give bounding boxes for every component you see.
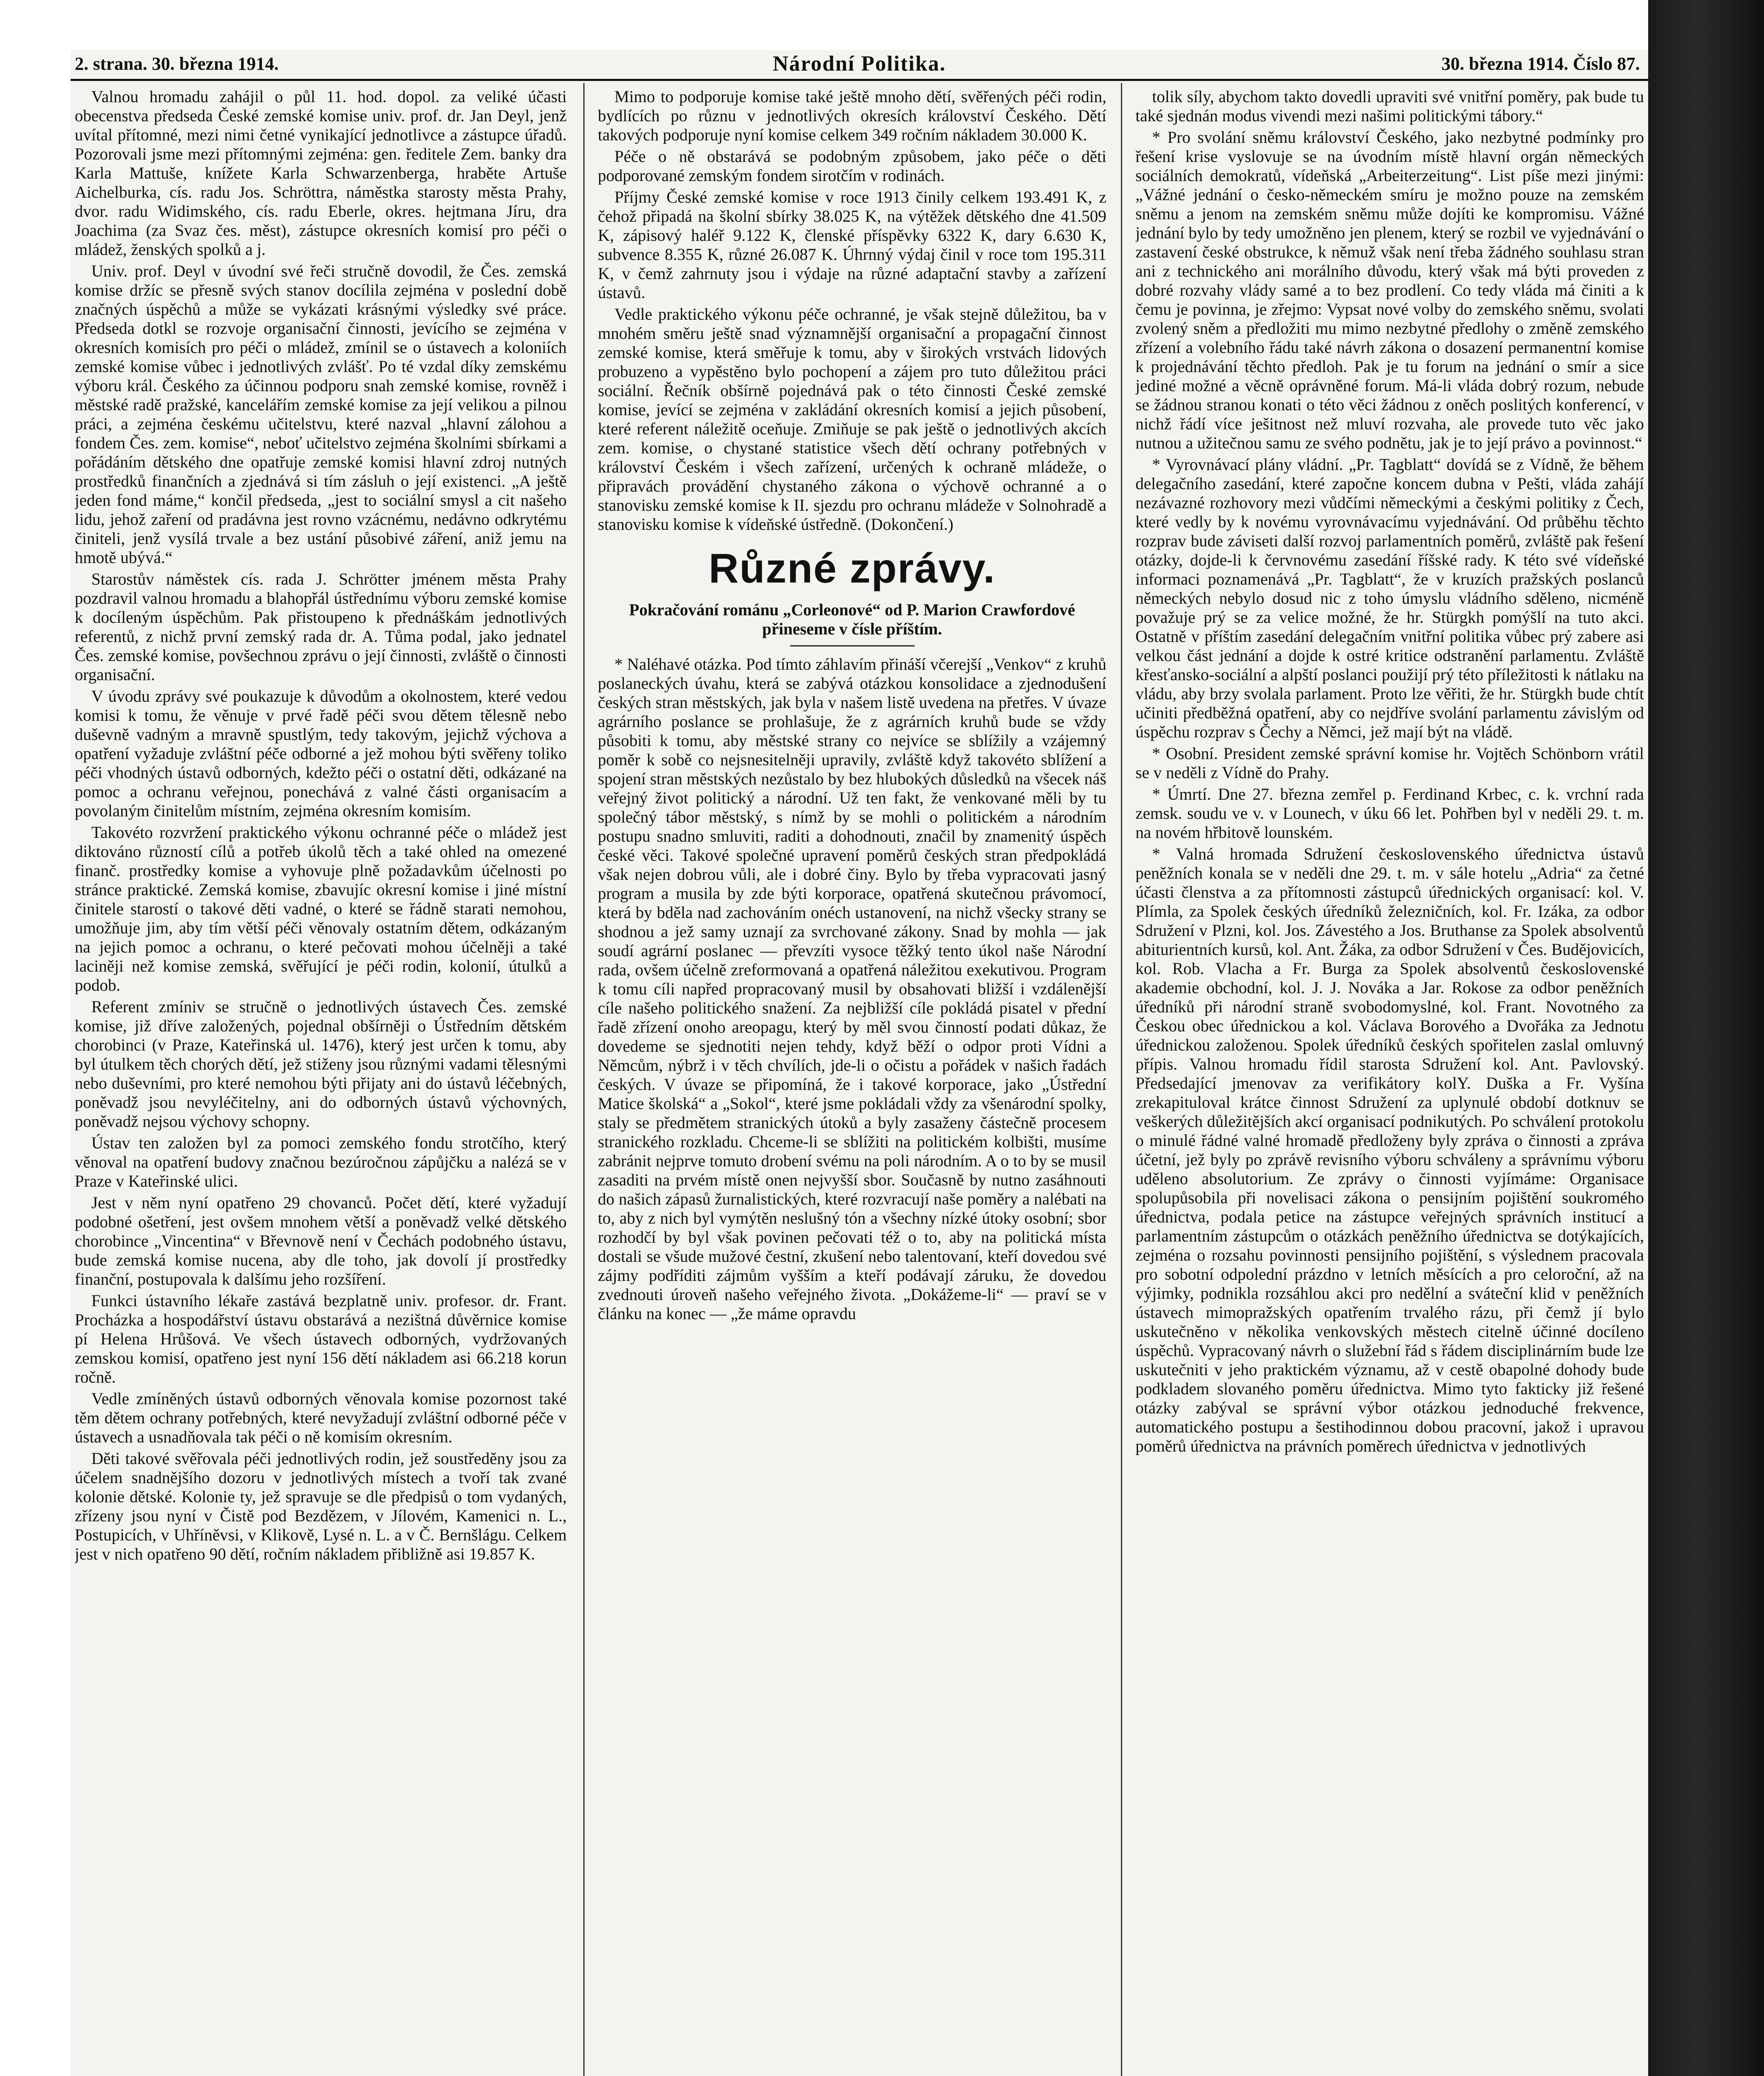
article-paragraph: Referent zmíniv se stručně o jednotlivých ústavech Čes. zemské komise, již dříve založených, pojednal obšírněji o Ústředním dětském chorobinci (v Praze, Kateřinská ul. 1476), který jest určen k tomu, aby byl útulkem těch chorých dětí, jež stiženy jsou různými vadami tělesnými nebo duševními, pro které nemohou býti přijaty ani do ústavů léčebných, poněvadž jsou nevyléčitelny, ani do odborných ústavů výchovných, poněvadž nejsou výchovy schopny.: [75, 997, 567, 1131]
article-paragraph: Příjmy České zemské komise v roce 1913 činily celkem 193.491 K, z čehož připadá na školní sbírky 38.025 K, na výtěžek dětského dne 41.509 K, zápisový haléř 9.122 K, členské příspěvky 6322 K, dary 6.630 K, subvence 8.355 K, různé 26.087 K. Úhrnný výdaj činil v roce tom 195.311 K, v čemž zahrnuty jsou i výdaje na různé adaptační stavby a zařízení ústavů.: [598, 188, 1106, 302]
article-paragraph: Vedle zmíněných ústavů odborných věnovala komise pozornost také těm dětem ochrany potřebných, které nevyžadují zvláštní odborné péče v ústavech a usnadňovala tak péči o ně komisím okresním.: [75, 1389, 567, 1446]
column-2: [598, 87, 1106, 2076]
article-paragraph: Ústav ten založen byl za pomoci zemského fondu strotčího, který věnoval na opatření budovy značnou bezúročnou zápůjčku a nalézá se v Praze v Kateřinské ulici.: [75, 1133, 567, 1190]
article-paragraph: Takovéto rozvržení praktického výkonu ochranné péče o mládež jest diktováno růzností cílů a potřeb úkolů těch a také ohled na omezené finanč. prostředky komise a vyhovuje plně požadavkům účelnosti po stránce praktické. Zemská komise, zbavujíc okresní komise i jiné místní činitele starostí o takové děti vadné, o které se řádně starati nemohou, umožňuje jim, aby tím větší péči věnovaly ostatním dětem, odkázaným na jejich pomoc a ochranu, o které pečovati mohou účelněji a také laciněji než komise zemská, svěřující je péči rodin, kolonií, útulků a podob.: [75, 823, 567, 994]
article-paragraph: Vedle praktického výkonu péče ochranné, je však stejně důležitou, ba v mnohém směru ještě snad významnější organisační a propagační činnost zemské komise, která směřuje k tomu, aby v širokých vrstvách lidových probuzeno a vypěstěno bylo pochopení a zájem pro tuto důležitou práci sociální. Řečník obšírně pojednává pak o této činnosti České zemské komise, jevící se zejména v zakládání okresních komisí a jejich působení, které referent náležitě oceňuje. Zmiňuje se pak ještě o jednotlivých akcích zem. komise, o chystané statistice všech dětí ochrany potřebných v království Českém i všech zařízení, určených k ochraně mládeže, o připravách provádění chystaného zákona o výchově ochranné a o stanovisku zemské komise k II. sjezdu pro ochranu mládeže v Solnohradě a stanovisku komise k vídeňské ústředně. (Dokončení.): [598, 305, 1106, 534]
article-paragraph: * Úmrtí. Dne 27. března zemřel p. Ferdinand Krbec, c. k. vrchní rada zemsk. soudu ve v. v Lounech, v úku 66 let. Pohřben byl v neděli 29. t. m. na novém hřbitově lounském.: [1135, 785, 1644, 842]
header-page-date: 2. strana. 30. března 1914.: [75, 54, 279, 74]
article-paragraph: Valnou hromadu zahájil o půl 11. hod. dopol. za veliké účasti obecenstva předseda České zemské komise univ. prof. dr. Jan Deyl, jenž uvítal přítomné, mezi nimi četné vynikající jednotlivce a zástupce úřadů. Pozorovali jsme mezi přítomnými zejména: gen. ředitele Zem. banky dra Karla Mattuše, knížete Karla Schwarzenberga, hraběte Artuše Aichelburka, cís. radu Jos. Schröttra, náměstka starosty města Prahy, dvor. radu Widimského, cís. radu Eberle, okres. hejtmana Jíru, dra Joachima (za Svaz čes. měst), zástupce okresních komisí pro péči o mládež, ženských spolků a j.: [75, 87, 567, 259]
article-paragraph: * Osobní. President zemské správní komise hr. Vojtěch Schönborn vrátil se v neděli z Vídně do Prahy.: [1135, 744, 1644, 782]
section-heading: Různé zprávy.: [709, 545, 996, 592]
article-paragraph: Péče o ně obstarává se podobným způsobem, jako péče o děti podporované zemským fondem sirotčím v rodinách.: [598, 147, 1106, 185]
article-paragraph: V úvodu zprávy své poukazuje k důvodům a okolnostem, které vedou komisi k tomu, že věnuje v prvé řadě péči svou dětem tělesně nebo duševně vadným a mravně spustlým, tedy takovým, jejichž výchova a opatření vyžaduje zvláštní péče odborné a jež mohou býti svěřeny toliko péči vhodných ústavů odborných, kdežto péči o ostatní děti, odkázané na pomoc a ochranu veřejnou, ponechává z valné části organisacím a povolaným činitelům místním, zejména okresním komisím.: [75, 687, 567, 820]
article-paragraph: * Naléhavé otázka. Pod tímto záhlavím přináší včerejší „Venkov“ z kruhů poslaneckých úvahu, která se zabývá otázkou konsolidace a zjednodušení českých stran městských, jak byla v našem listě uvedena na přetřes. V úvaze agrárního poslance se prohlašuje, že z agrárních kruhů bude se vždy působiti k tomu, aby městské strany co nejvíce se sblížily a vzájemný poměr k sobě co nejsnesitelněji upravily, zvláště když takovéto sblížení a spojení stran městských nezůstalo by bez hlubokých důsledků na všecek náš veřejný život politický a národní. Už ten fakt, že venkované měli by tu společný tábor městský, s nímž by se mohli o politickém a národním postupu snadno smluviti, raditi a dohodnouti, značil by znamenitý úspěch české věci. Takové společné upravení poměrů českých stran předpokládá však nejen dobrou vůli, ale i dobré činy. Bylo by třeba vypracovati jasný program a musila by zde býti korporace, opatřená skutečnou právomocí, která by bděla nad zachováním onéch ustanovení, na nichž všecky strany se shodnou a jež samy uznají za svrchované zákony. Snad by mohla — jak soudí agrární poslanec — převzíti vysoce těžký tento úkol naše Národní rada, ovšem účelně zreformovaná a opatřená náležitou exekutivou. Program k tomu cíli napřed propracovaný musil by obsahovati bližší i vzdálenější cíle našeho politického snažení. Za nejbližší cíle pokládá pisatel v přední řadě zřízení onoho areopagu, který by měl svou činností podati důkaz, že dovedeme se sjednotiti nejen tehdy, když běží o odpor proti Vídni a Němcům, nýbrž i v těch chvílích, jde-li o očistu a pořádek v našich řadách českých. V úvaze se připomíná, že i takové korporace, jako „Ústřední Matice školská“ a „Sokol“, které jsme pokládali vždy za všenárodní spolky, staly se předmětem stranických útoků a byly zasaženy částečně procesem stranického rozkladu. Chceme-li se sblížiti na politickém kolbišti, musíme zabránit nejprve tomuto drobení svému na poli národním. A o to by se musil zasaditi na prvém místě onen nejvyšší sbor. Současně by nutno zasáhnouti do našich zápasů žurnalistických, které rozvracují naše poměry a nalébati na to, aby z nich byl vymýtěn neslušný tón a všechny nízké útoky osobní; sbor rozhodčí by byl však povinen pečovati též o to, aby na politická místa dostali se všude mužové čestní, zkušení nebo talentovaní, kteří dovedou své zájmy podříditi zájmům vyšším a kteří podávají záruku, že dovedou zvednouti úroveň našeho veřejného života. „Dokážeme-li“ — praví se v článku na konec — „že máme opravdu: [598, 655, 1106, 1323]
article-paragraph: * Pro svolání sněmu království Českého, jako nezbytné podmínky pro řešení krise vyslovuje se na úvodním místě hlavní orgán německých sociálních demokratů, vídeňská „Arbeiterzeitung“. List píše mezi jinými: „Vážné jednání o česko-německém smíru je možno pouze na zemském sněmu a jenom na zemském sněmu může dojíti ke kompromisu. Vážné jednání bylo by tedy umožněno jen plenem, který se rozbil ve vyjednávání o zastavení české obstrukce, k němuž však není třeba žádného souhlasu stran ani z technického ani morálního důvodu, který však má býti proveden z dobré rozvahy vlády samé a to bez prodlení. Co tedy vláda má činiti a k čemu je povinna, je zřejmo: Vypsat nové volby do zemského sněmu, svolati zvolený sněm a předložiti mu mimo nezbytné předlohy o změně zemského zřízení a volebního řádu také návrh zákona o dosazení permanentní komise k projednávání těchto předloh. Pak je tu forum na jednání o smír a sice jediné možné a věcně oprávněné forum. Má-li vláda dobrý rozum, nebude se žádnou stranou konati o této věci žádnou z oněch poslitých konferencí, v nichž řádí více ješitnost než mluví rozvaha, ale provede tuto věc jako nutnou a užitečnou samu ze svého podnětu, jak je to její právo a povinnost.“: [1135, 128, 1644, 452]
article-paragraph: Univ. prof. Deyl v úvodní své řeči stručně dovodil, že Čes. zemská komise držíc se přesně svých stanov docílila zejména v poslední době značných úspěchů a může se vykázati krásnými výsledky své práce. Předseda dotkl se rozvoje organisační činnosti, jevícího se zejména v okresních komisích pro péči o mládež, zmínil se o ústavech a koloniích zemské komise vůbec i jednotlivých zvlášť. Po té vzdal díky zemskému výboru král. Českého za účinnou podporu snah zemské komise, rovněž i městské radě pražské, kancelářím zemské komise za její velikou a pilnou práci, a zejména českému učitelstvu, které nazval „hlavní zálohou a fondem Čes. zem. komise“, neboť učitelstvo zejména školními sbírkami a pořádáním dětského dne opatřuje zemské komisi hlavní zdroj nutných prostředků finančních a zjednává si tím zásluh o její existenci. „A ještě jeden fond máme,“ končil předseda, „jest to sociální smysl a cit našeho lidu, jehož zaření od pradávna jest rovno vzácnému, nedávno odkrytému činiteli, jenž vysílá trvale a bez ustání působivé záření, aniž jemu na hmotě ubývá.“: [75, 262, 567, 567]
newspaper-page: [71, 50, 1648, 2076]
header-issue: 30. března 1914. Číslo 87.: [1441, 54, 1640, 74]
column-1: [75, 87, 567, 2076]
page-header: [71, 50, 1648, 81]
header-masthead: Národní Politika.: [773, 52, 946, 76]
article-paragraph: * Vyrovnávací plány vládní. „Pr. Tagblatt“ dovídá se z Vídně, že během delegačního zasedání, které započne koncem dubna v Pešti, vláda zahájí nezávazné rozhovory mezi vůdčími německými a českými politiky z Čech, které vedly by k novému vyrovnávacímu vyjednávání. Od průběhu těchto rozprav bude záviseti další rozvoj parlamentních poměrů, zvláště pak řešení otázky, dojde-li k červnovému zasedání říšské rady. K této své vídeňské informaci poznamenává „Pr. Tagblatt“, že v kruzích pražských poslanců německých nebylo dosud nic z toho úmyslu vládního sděleno, nicméně považuje prý se za velice možné, že hr. Stürgkh pomýšlí na tuto akci. Ostatně v příštím zasedání delegačním vnitřní politika vůbec prý zabere asi velkou část jednání a dojde k ostré kritice odstranění parlamentu. Zvláště křesťansko-sociální a alpští poslanci použijí prý této příležitosti k nátlaku na vládu, aby brzy svolala parlament. Proto lze věřiti, že hr. Stürgkh bude chtít učiniti předběžná opatření, aby co nejdříve svolání parlamentu závislým od úspěchu rozprav s Čechy a Němci, jež mají být na vládě.: [1135, 455, 1644, 741]
serial-notice: Pokračování románu „Corleonové“ od P. Marion Crawfordové přineseme v čísle příštím.: [629, 600, 1075, 638]
article-paragraph: Děti takové svěřovala péči jednotlivých rodin, jež soustředěny jsou za účelem snadnějšího dozoru v jednotlivých místech a tvoří tak zvané kolonie dětské. Kolonie ty, jež spravuje se dle předpisů o tom vydaných, zřízeny jsou nyní v Čistě pod Bezdězem, v Jílovém, Kamenici n. L., Postupicích, v Uhříněvsi, v Klikově, Lysé n. L. a v Č. Bernšlágu. Celkem jest v nich opatřeno 90 dětí, ročním nákladem přibližně asi 19.857 K.: [75, 1449, 567, 1563]
scan-dark-edge: [1648, 0, 1764, 2076]
article-paragraph: tolik síly, abychom takto dovedli upraviti své vnitřní poměry, pak bude tu také sjednán modus vivendi mezi našimi politickými tábory.“: [1135, 87, 1644, 125]
article-paragraph: Mimo to podporuje komise také ještě mnoho dětí, svěřených péči rodin, bydlících po různu v jednotlivých okresích království Českého. Dětí takových podporuje nyní komise celkem 349 ročním nákladem 30.000 K.: [598, 87, 1106, 144]
short-divider: [790, 645, 915, 646]
column-divider: [1121, 83, 1122, 2076]
article-paragraph: Starostův náměstek cís. rada J. Schrötter jménem města Prahy pozdravil valnou hromadu a blahopřál ústřednímu výboru zemské komise k docíleným úspěchům. Pak přistoupeno k přednáškám jednotlivých referentů, z nichž první zemský rada dr. A. Tůma podal, jako jednatel Čes. zemské komise, povšechnou zprávu o její činnosti, zvláště o činnosti organisační.: [75, 570, 567, 684]
article-paragraph: Funkci ústavního lékaře zastává bezplatně univ. profesor. dr. Frant. Procházka a hospodářství ústavu obstarává a nezištná důvěrnice komise pí Helena Hrůšová. Ve všech ústavech odborných, vydržovaných zemskou komisí, opatřeno jest nyní 156 dětí nákladem asi 66.218 korun ročně.: [75, 1291, 567, 1386]
article-paragraph: * Valná hromada Sdružení československého úřednictva ústavů peněžních konala se v neděli dne 29. t. m. v sále hotelu „Adria“ za četné účasti členstva a za přítomnosti zástupců úřednických organisací: kol. V. Plímla, za Spolek českých úředníků železničních, kol. Fr. Izáka, za odbor Sdružení v Plzni, kol. Jos. Závestého a Jos. Bruthanse za Spolek absolventů abiturientních kursů, kol. Ant. Žáka, za odbor Sdružení v Čes. Budějovicích, kol. Rob. Vlacha a Fr. Burga za Spolek absolventů československé akademie obchodní, kol. J. J. Nováka a Jar. Rokose za odbor peněžních úředníků při národní straně svobodomyslné, kol. Frant. Novotného za Českou obec úřednickou a kol. Václava Borového a Dvořáka za Jednotu úřednickou založenou. Spolek úředníků českých spořitelen zaslal omluvný přípis. Valnou hromadu řídil starosta Sdružení kol. Ant. Pavlovský. Předsedající jmenovav za verifikátory kolY. Duška a Fr. Vyšína zrekapituloval krátce činnost Sdružení za uplynulé období dotknuv se veškerých důležitějších akcí organisací podnikutých. Po schválení protokolu o minulé řádné valné hromadě předloženy byly zpráva o činnosti a zpráva účetní, jež byly po zprávě revisního výboru schváleny a správnímu výboru uděleno absolutorium. Ze zprávy o činnosti vyjímáme: Organisace spolupůsobila při novelisaci zákona o pensijním pojištění soukromého úřednictva, podala petice na zástupce veřejných správních institucí a parlamentním zástupcům o otázkách peněžního úřednictva se dotýkajících, zejména o rozsahu povinnosti pensijního pojištění, s výslednem pracovala pro sobotní odpolední prázdno v letních měsících a pro celoroční, až na výjimky, podnikla rozsáhlou akci pro nedělní a sváteční klid v peněžních ústavech mimopražských opatřením trvalého rázu, při čemž jí bylo uskutečněno v několika venkovských městech citelně účinné docíleno úspěchů. Vypracovaný návrh o služební řád s řádem disciplinárním bude lze uskutečniti v jeho praktickém významu, až v cestě obapolné dohody bude podkladem slovaného poměru úřednictva. Mimo tyto fakticky již řešené otázky zabýval se správní výbor otázkou jednoduché frekvence, automatického postupu a šestihodinnou dobou pracovní, jakož i upravou poměrů úřednictva na právních poměrech úřednictva v jednotlivých: [1135, 845, 1644, 1455]
column-3: [1135, 87, 1644, 2076]
column-divider: [583, 83, 585, 2076]
article-paragraph: Jest v něm nyní opatřeno 29 chovanců. Počet dětí, které vyžadují podobné ošetření, jest ovšem mnohem větší a poněvadž velké dětského chorobince „Vincentina“ v Břevnově není v Čechách podobného ústavu, bude zemská komise nucena, aby dle toho, jak dovolí jí prostředky finanční, postupovala k dalšímu jeho rozšíření.: [75, 1193, 567, 1288]
